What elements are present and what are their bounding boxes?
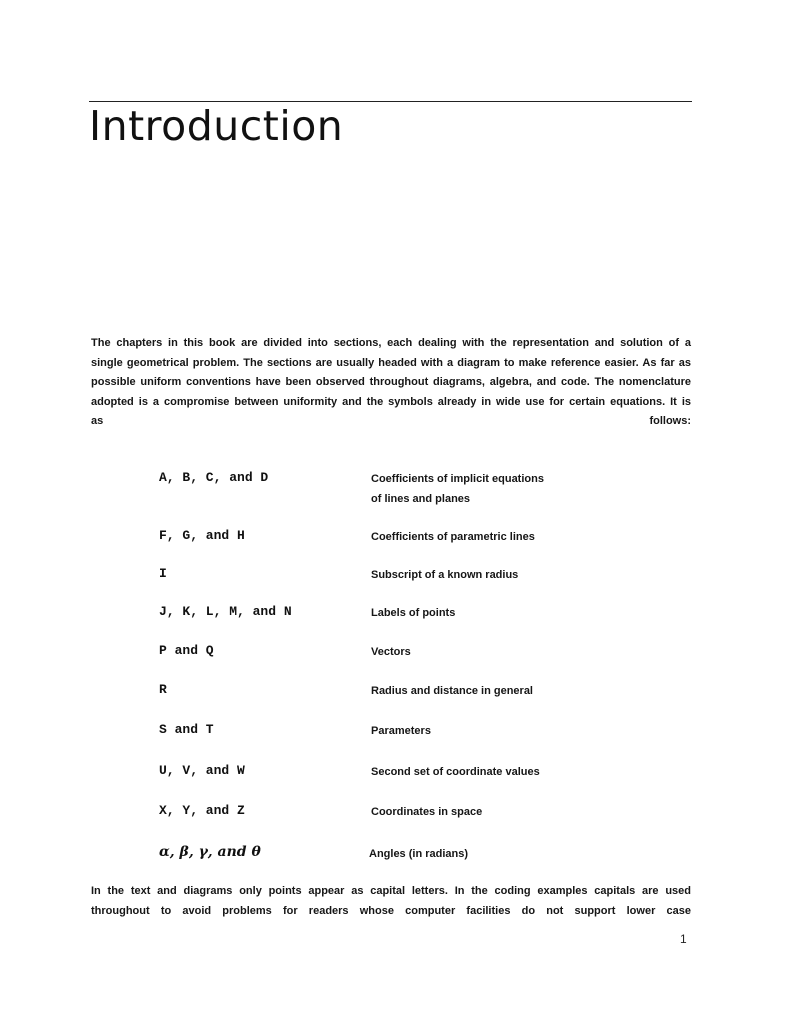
page-number: 1 [680, 932, 687, 946]
symbol-cell: U, V, and W [159, 763, 245, 778]
chapter-title: Introduction [89, 102, 344, 150]
symbol-cell: J, K, L, M, and N [159, 604, 292, 619]
meaning-cell: Coordinates in space [371, 806, 483, 818]
meaning-cell: Second set of coordinate values [371, 766, 540, 778]
closing-paragraph: In the text and diagrams only points appear as capital letters. In the coding examples capitals are used throughout to avoid problems for readers whose computer facilities do not support lower case [91, 885, 691, 917]
symbol-cell: R [159, 682, 167, 697]
meaning-cell: Subscript of a known radius [371, 569, 519, 581]
symbol-cell: S and T [159, 722, 214, 737]
meaning-cell: Angles (in radians) [369, 848, 469, 860]
symbol-cell: X, Y, and Z [159, 803, 245, 818]
symbol-cell: A, B, C, and D [159, 470, 269, 485]
symbol-cell: F, G, and H [159, 528, 245, 543]
intro-paragraph: The chapters in this book are divided into sections, each dealing with the representation and solution of a single geometrical problem. The sections are usually headed with a diagram to make reference easier. As far as possible uniform conventions have been observed throughout diagrams, algebra, and code. The nomenclature adopted is a compromise between uniformity and the symbols already in wide use for certain equations. It is as follows: [91, 337, 691, 427]
symbol-cell: α, β, γ, and θ [159, 844, 261, 860]
meaning-cell: Vectors [371, 646, 411, 658]
meaning-cell: Coefficients of parametric lines [371, 531, 535, 543]
meaning-cell: Coefficients of implicit equations of lines and planes [371, 473, 544, 505]
symbol-cell: P and Q [159, 643, 214, 658]
meaning-cell: Parameters [371, 725, 431, 737]
meaning-cell: Labels of points [371, 607, 456, 619]
symbol-cell: I [159, 566, 167, 581]
meaning-cell: Radius and distance in general [371, 685, 533, 697]
